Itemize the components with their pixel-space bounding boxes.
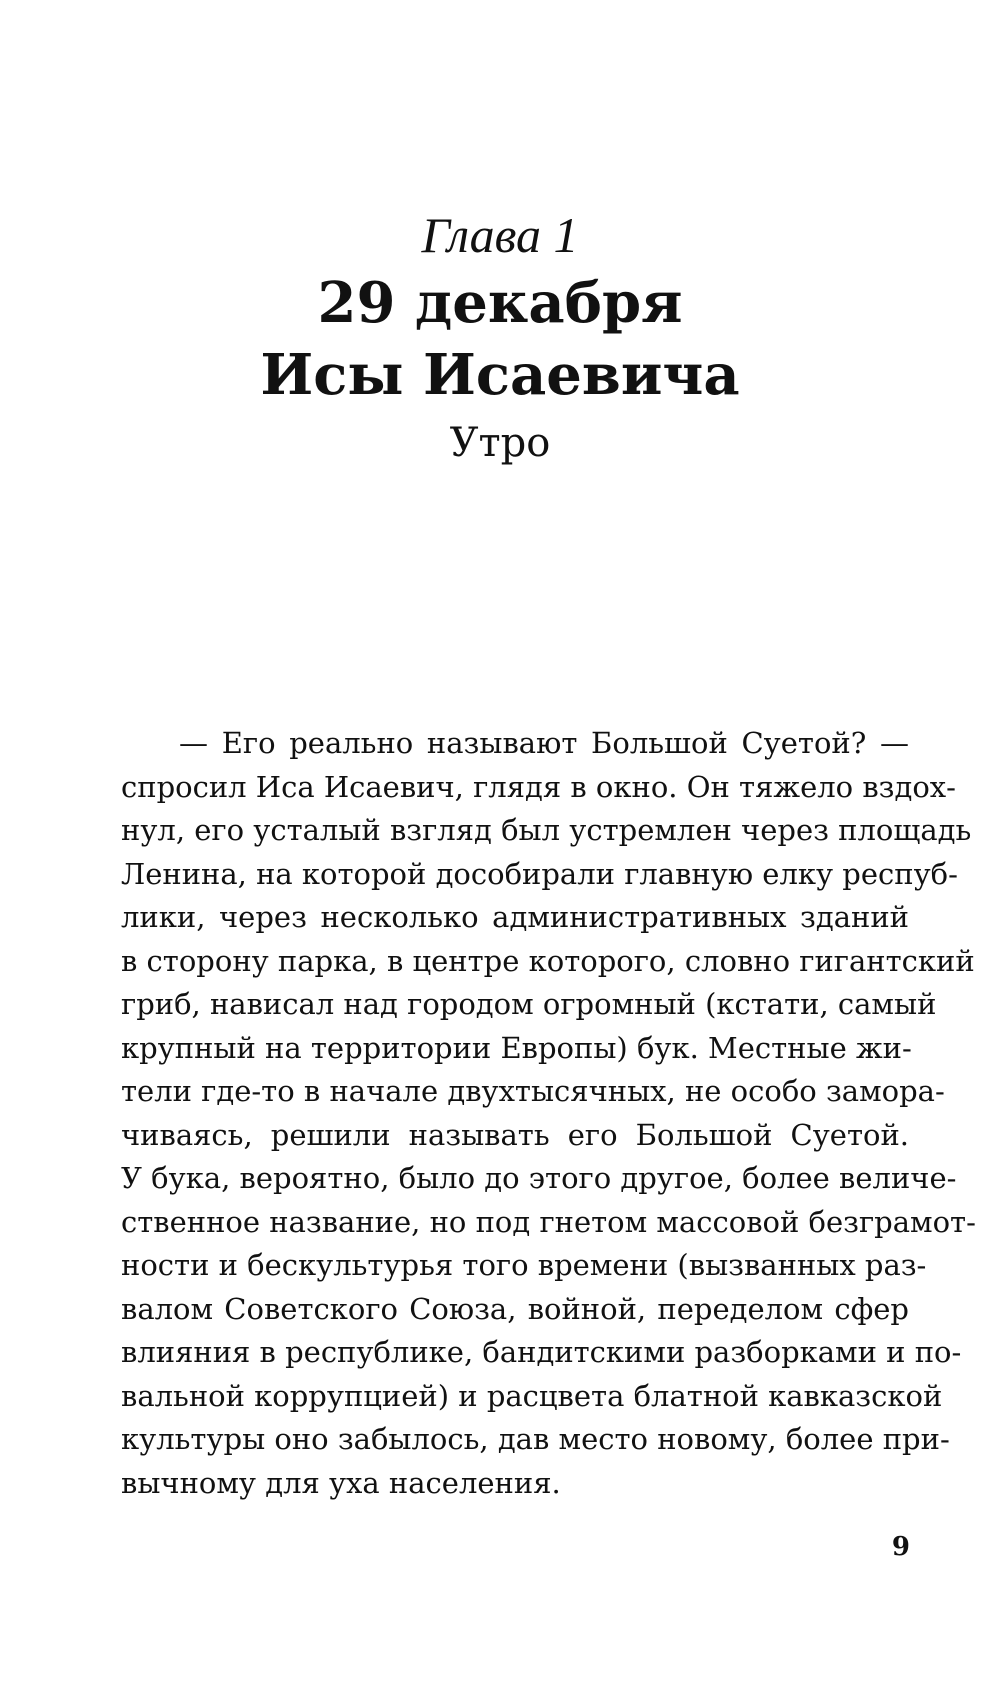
text-line: У бука, вероятно, было до этого другое, более величе- (121, 1161, 957, 1195)
text-line: тели где-то в начале двухтысячных, не особо замора- (121, 1074, 945, 1108)
chapter-title-line-2: Исы Исаевича (260, 342, 740, 408)
chapter-title (0, 267, 1000, 411)
body-text (121, 722, 976, 1505)
text-line: валом Советского Союза, войной, переделом сфер (121, 1291, 909, 1326)
text-line: в сторону парка, в центре которого, словно гигантский (121, 943, 975, 978)
text-line: нул, его усталый взгляд был устремлен через площадь (121, 813, 972, 847)
text-line: ственное название, но под гнетом массовой безграмот- (121, 1204, 976, 1239)
text-line: спросил Иса Исаевич, глядя в окно. Он тяжело вздох- (121, 769, 956, 804)
text-line: гриб, нависал над городом огромный (кстати, самый (121, 987, 937, 1021)
text-line: культуры оно забылось, дав место новому, более при- (121, 1422, 950, 1456)
text-line: лики, через несколько административных зданий (121, 900, 909, 934)
text-line: вычному для уха населения. (121, 1465, 561, 1500)
text-line: крупный на территории Европы) бук. Местные жи- (121, 1030, 912, 1065)
page-number: 9 (891, 1532, 910, 1562)
text-line: ности и бескультурья того времени (вызванных раз- (121, 1248, 927, 1282)
chapter-number: Глава 1 (421, 207, 579, 263)
chapter-title-line-1: 29 декабря (317, 270, 683, 336)
text-line: чиваясь, решили называть его Большой Суетой. (121, 1117, 909, 1152)
text-line: — Его реально называют Большой Суетой? — (179, 726, 909, 760)
text-line: вальной коррупцией) и расцвета блатной кавказской (121, 1378, 943, 1413)
text-line: Ленина, на которой дособирали главную елку респуб- (121, 856, 958, 891)
text-line: влияния в республике, бандитскими разборками и по- (121, 1335, 962, 1369)
chapter-subtitle: Утро (449, 420, 551, 466)
chapter-heading (0, 205, 1000, 471)
